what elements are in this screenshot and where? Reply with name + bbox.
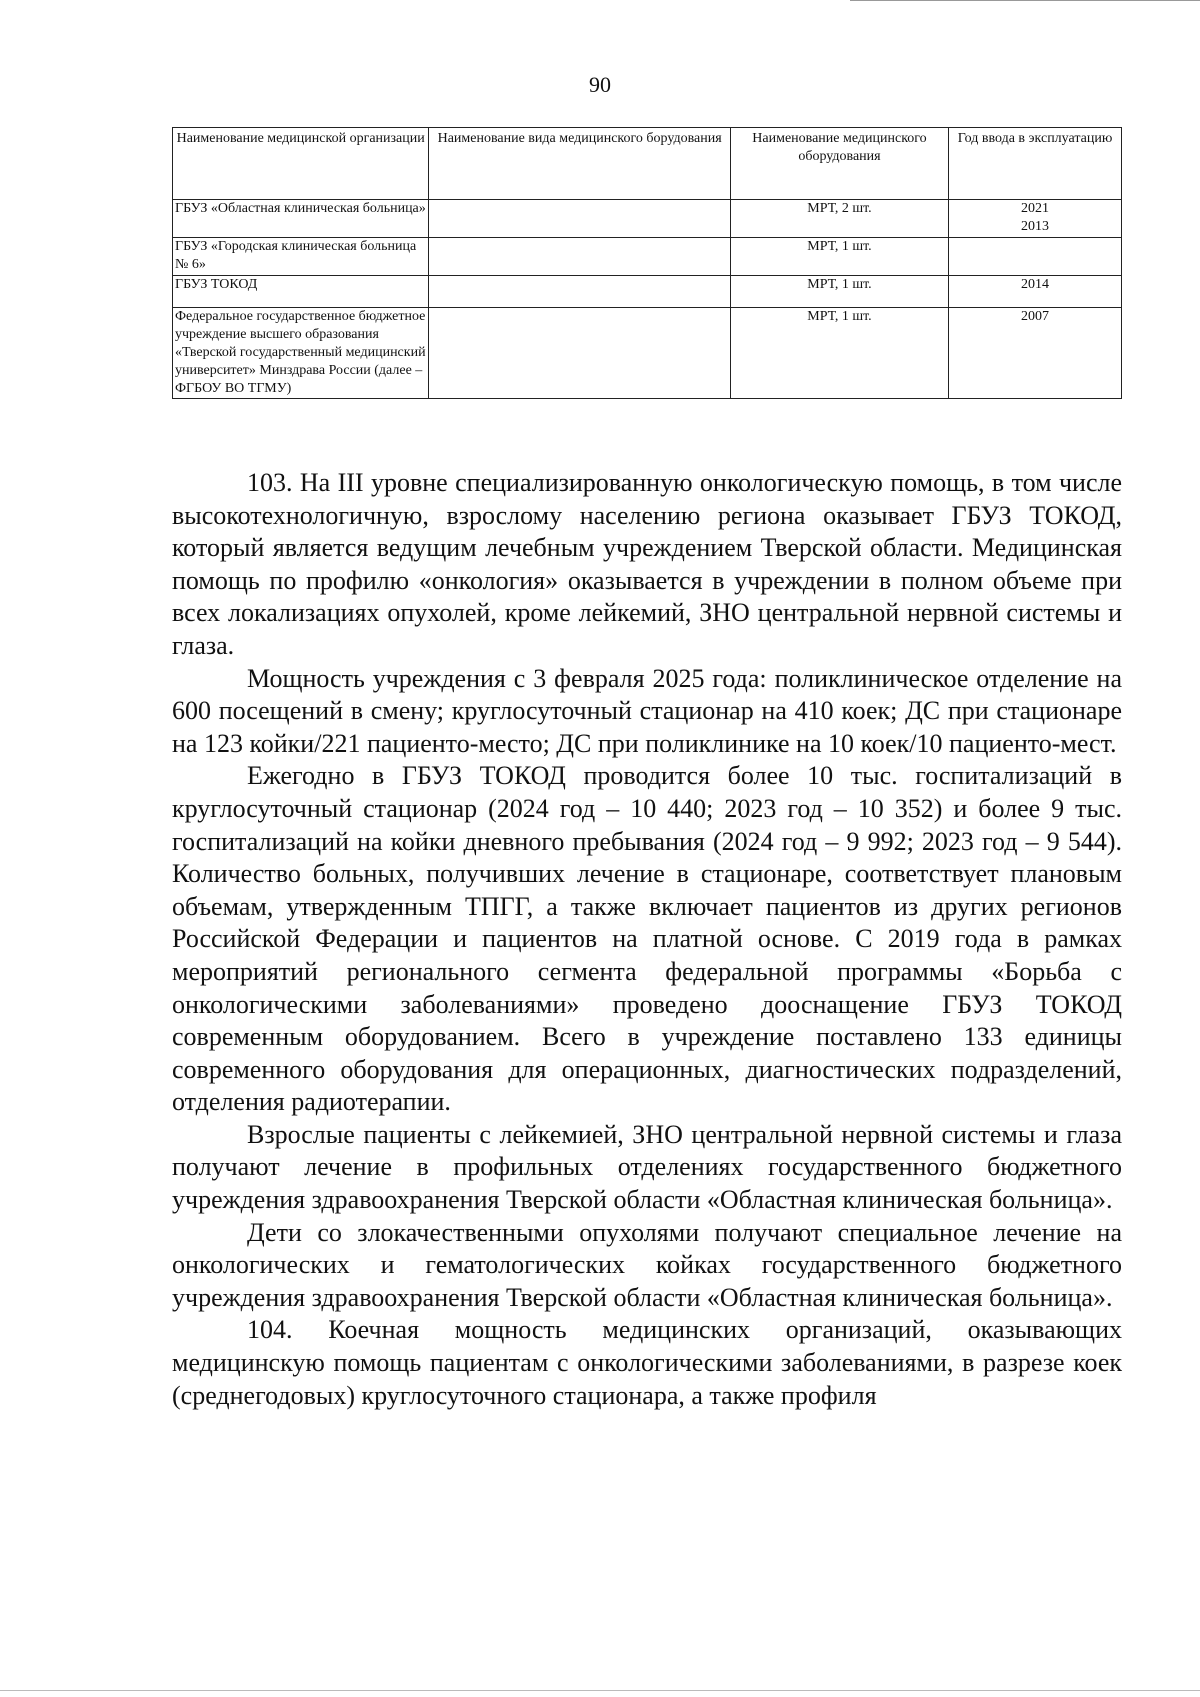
paragraph-adult-patients: Взрослые пациенты с лейкемией, ЗНО центральной нервной системы и глаза получают лечение в профильных отделениях государственного бюджетного учреждения здравоохранения Тверской области «Областная клиническая больница». (172, 1119, 1122, 1215)
cell-type (429, 276, 731, 308)
cell-equipment: МРТ, 1 шт. (730, 308, 948, 399)
paragraph-hospitalizations: Ежегодно в ГБУЗ ТОКОД проводится более 10 тыс. госпитализаций в круглосуточный стационар (2024 год – 10 440; 2023 год – 10 352) и более 9 тыс. госпитализаций на койки дневного пребывания (2024 год – 9 992; 2023 год – 9 544). Количество больных, получивших лечение в стационаре, соответствует плановым объемам, утвержденным ТПГГ, а также включает пациентов из других регионов Российской Федерации и пациентов на платной основе. С 2019 года в рамках мероприятий регионального сегмента федеральной программы «Борьба с онкологическими заболеваниями» проведено дооснащение ГБУЗ ТОКОД современным оборудованием. Всего в учреждение поставлено 133 единицы современного оборудования для операционных, диагностических подразделений, отделения радиотерапии. (172, 761, 1122, 1117)
table-row (173, 276, 1122, 308)
cell-equipment: МРТ, 1 шт. (730, 276, 948, 308)
cell-equipment: МРТ, 2 шт. (730, 200, 948, 238)
table-header-row (173, 128, 1122, 200)
cell-equipment: МРТ, 1 шт. (730, 238, 948, 276)
top-edge-line (850, 0, 1200, 1)
equipment-table (172, 127, 1122, 399)
header-org: Наименование медицинской организации (173, 128, 429, 200)
cell-org: ГБУЗ «Областная клиническая больница» (173, 200, 429, 238)
page-number: 90 (589, 72, 611, 97)
header-equipment-type: Наименование вида медицинского борудования (429, 128, 731, 200)
paragraph-capacity: Мощность учреждения с 3 февраля 2025 года: поликлиническое отделение на 600 посещений в смену; круглосуточный стационар на 410 коек; ДС при стационаре на 123 койки/221 пациенто-место; ДС при поликлинике на 10 коек/10 пациенто-мест. (172, 663, 1122, 758)
paragraph-103: 103. На III уровне специализированную онкологическую помощь, в том числе высокотехнологичную, взрослому населению региона оказывает ГБУЗ ТОКОД, который является ведущим лечебным учреждением Тверской области. Медицинская помощь по профилю «онкология» оказывается в учреждении в полном объеме при всех локализациях опухолей, кроме лейкемий, ЗНО центральной нервной системы и глаза. (172, 468, 1122, 660)
cell-type (429, 238, 731, 276)
cell-year (949, 238, 1122, 276)
cell-year: 2014 (949, 276, 1122, 308)
paragraph-children: Дети со злокачественными опухолями получают специальное лечение на онкологических и гематологических койках государственного бюджетного учреждения здравоохранения Тверской области «Областная клиническая больница». (172, 1217, 1122, 1312)
document-body (172, 467, 1122, 1412)
cell-year: 2021 2013 (949, 200, 1122, 238)
header-year: Год ввода в эксплуатацию (949, 128, 1122, 200)
table-row (173, 238, 1122, 276)
table-row (173, 308, 1122, 399)
cell-org: ГБУЗ «Городская клиническая больница № 6» (173, 238, 429, 276)
cell-year: 2007 (949, 308, 1122, 399)
cell-type (429, 308, 731, 399)
cell-org: ГБУЗ ТОКОД (173, 276, 429, 308)
bottom-edge-line (0, 1690, 1200, 1691)
paragraph-104: 104. Коечная мощность медицинских организаций, оказывающих медицинскую помощь пациентам с онкологическими заболеваниями, в разрезе коек (среднегодовых) круглосуточного стационара, а также профиля (172, 1315, 1122, 1410)
cell-org: Федеральное государственное бюджетное учреждение высшего образования «Тверской государственный медицинский университет» Минздрава России (далее – ФГБОУ ВО ТГМУ) (173, 308, 429, 399)
header-equipment-name: Наименование медицинского оборудования (730, 128, 948, 200)
table-row (173, 200, 1122, 238)
cell-type (429, 200, 731, 238)
